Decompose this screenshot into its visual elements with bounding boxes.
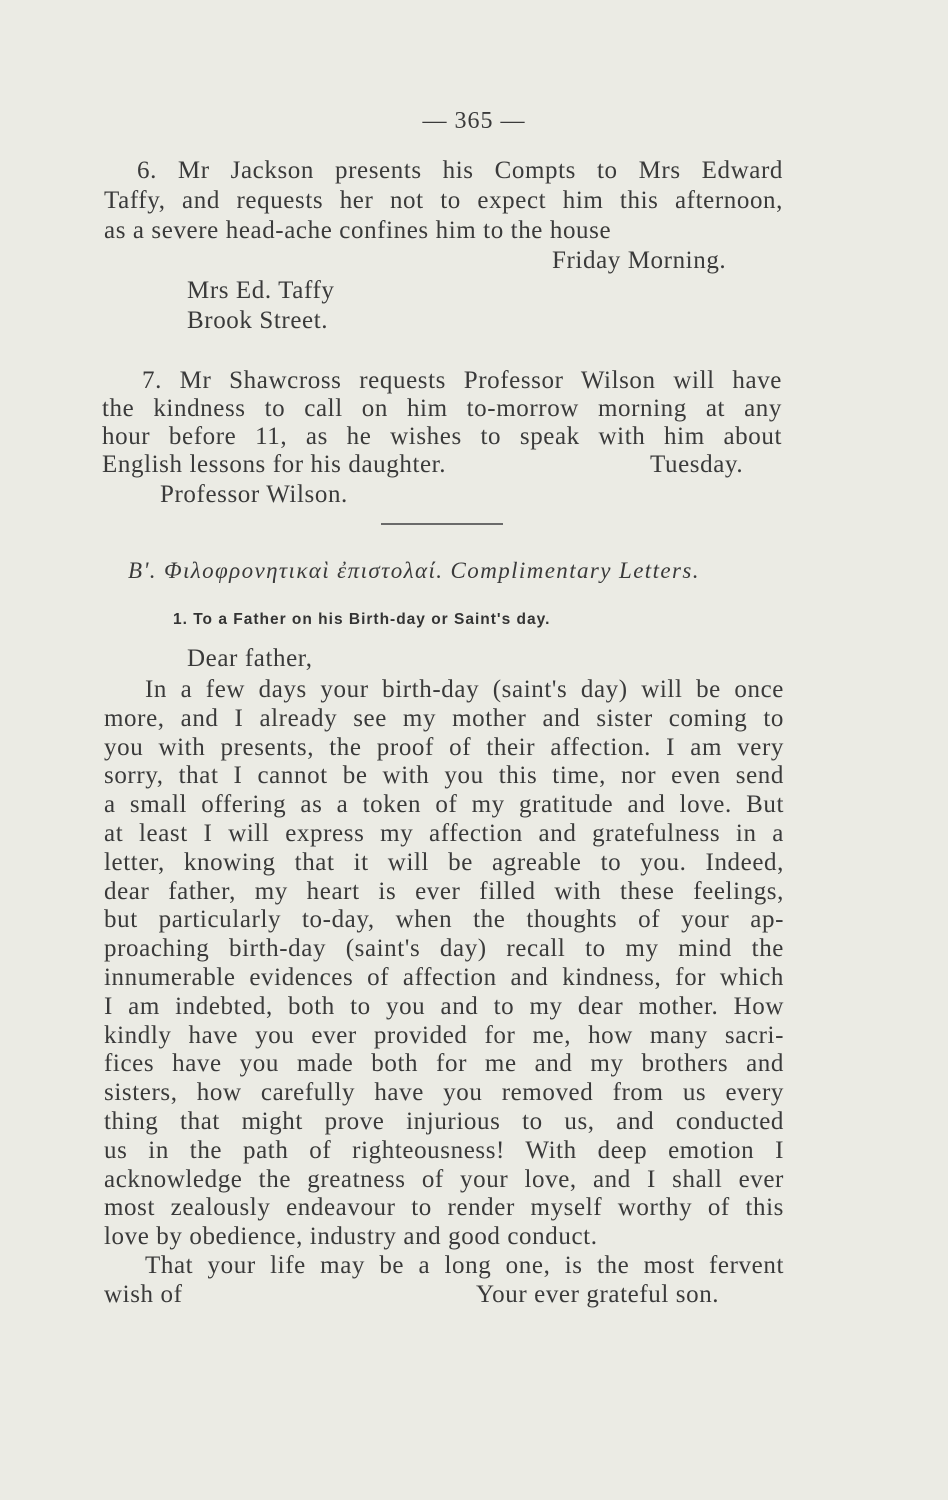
section-divider xyxy=(381,523,503,525)
letter1-body-line-4: sorry, that I cannot be with you this time, nor even send xyxy=(104,762,784,790)
letter6-line-2: Taffy, and requests her not to expect him this afternoon, xyxy=(104,187,783,214)
letter1-body-line-7: letter, knowing that it will be agreable to you. Indeed, xyxy=(104,848,784,876)
letter1-body-line-14: fices have you made both for me and my brothers and xyxy=(104,1050,784,1078)
letter6-date: Friday Morning. xyxy=(552,247,727,274)
letter6-address-street: Brook Street. xyxy=(187,307,329,334)
letter1-body-line-13: kindly have you ever provided for me, how many sacri- xyxy=(104,1021,784,1049)
letter7-line-1: 7. Mr Shawcross requests Professor Wilson will have xyxy=(142,367,782,394)
letter1-body-line-10: proaching birth-day (saint's day) recall to my mind the xyxy=(104,935,784,963)
letter1-body-line-20: love by obedience, industry and good conduct. xyxy=(104,1223,598,1251)
letter1-salutation: Dear father, xyxy=(187,645,313,672)
letter7-date: Tuesday. xyxy=(650,451,744,478)
letter1-body-line-12: I am indebted, both to you and to my dear mother. How xyxy=(104,992,784,1020)
letter6-line-3: as a severe head-ache confines him to the house xyxy=(104,217,612,244)
letter1-body-line-18: acknowledge the greatness of your love, and I shall ever xyxy=(104,1165,784,1193)
letter1-body-line-15: sisters, how carefully have you removed from us every xyxy=(104,1079,784,1107)
letter1-closing-wish: wish of xyxy=(104,1281,183,1308)
letter1-body-line-16: thing that might prove injurious to us, and conducted xyxy=(104,1108,784,1135)
letter1-body-line-6: at least I will express my affection and gratefulness in a xyxy=(104,820,784,847)
letter7-line-4: English lessons for his daughter. xyxy=(102,451,447,478)
page-number: — 365 — xyxy=(422,108,526,134)
letter1-body-line-3: you with presents, the proof of their affection. I am very xyxy=(104,733,784,761)
letter1-body-line-11: innumerable evidences of affection and kindness, for which xyxy=(104,964,784,991)
section-subheading: 1. To a Father on his Birth-day or Saint's day. xyxy=(173,611,551,628)
letter6-address-name: Mrs Ed. Taffy xyxy=(187,277,335,304)
letter1-closing-line: That your life may be a long one, is the most fervent xyxy=(145,1252,784,1279)
letter7-address: Professor Wilson. xyxy=(160,481,348,508)
letter7-line-2: the kindness to call on him to-morrow morning at any xyxy=(102,395,782,422)
letter7-line-3: hour before 11, as he wishes to speak with him about xyxy=(102,423,782,450)
letter1-body-line-9: but particularly to-day, when the thoughts of your ap- xyxy=(104,906,784,934)
letter1-body-line-2: more, and I already see my mother and sister coming to xyxy=(104,704,784,732)
letter1-body-line-1: In a few days your birth-day (saint's day) will be once xyxy=(145,676,784,703)
letter1-body-line-19: most zealously endeavour to render myself worthy of this xyxy=(104,1194,784,1222)
letter1-signature: Your ever grateful son. xyxy=(476,1281,720,1308)
letter1-body-line-17: us in the path of righteousness! With deep emotion I xyxy=(104,1136,784,1164)
letter6-line-1: 6. Mr Jackson presents his Compts to Mrs Edward xyxy=(137,157,783,184)
letter1-body-line-5: a small offering as a token of my gratitude and love. But xyxy=(104,791,784,819)
letter1-body-line-8: dear father, my heart is ever filled with these feelings, xyxy=(104,877,784,905)
section-heading: Β'. Φιλοφρονητικαὶ ἐπιστολαί. Complimentary Letters. xyxy=(128,558,700,583)
